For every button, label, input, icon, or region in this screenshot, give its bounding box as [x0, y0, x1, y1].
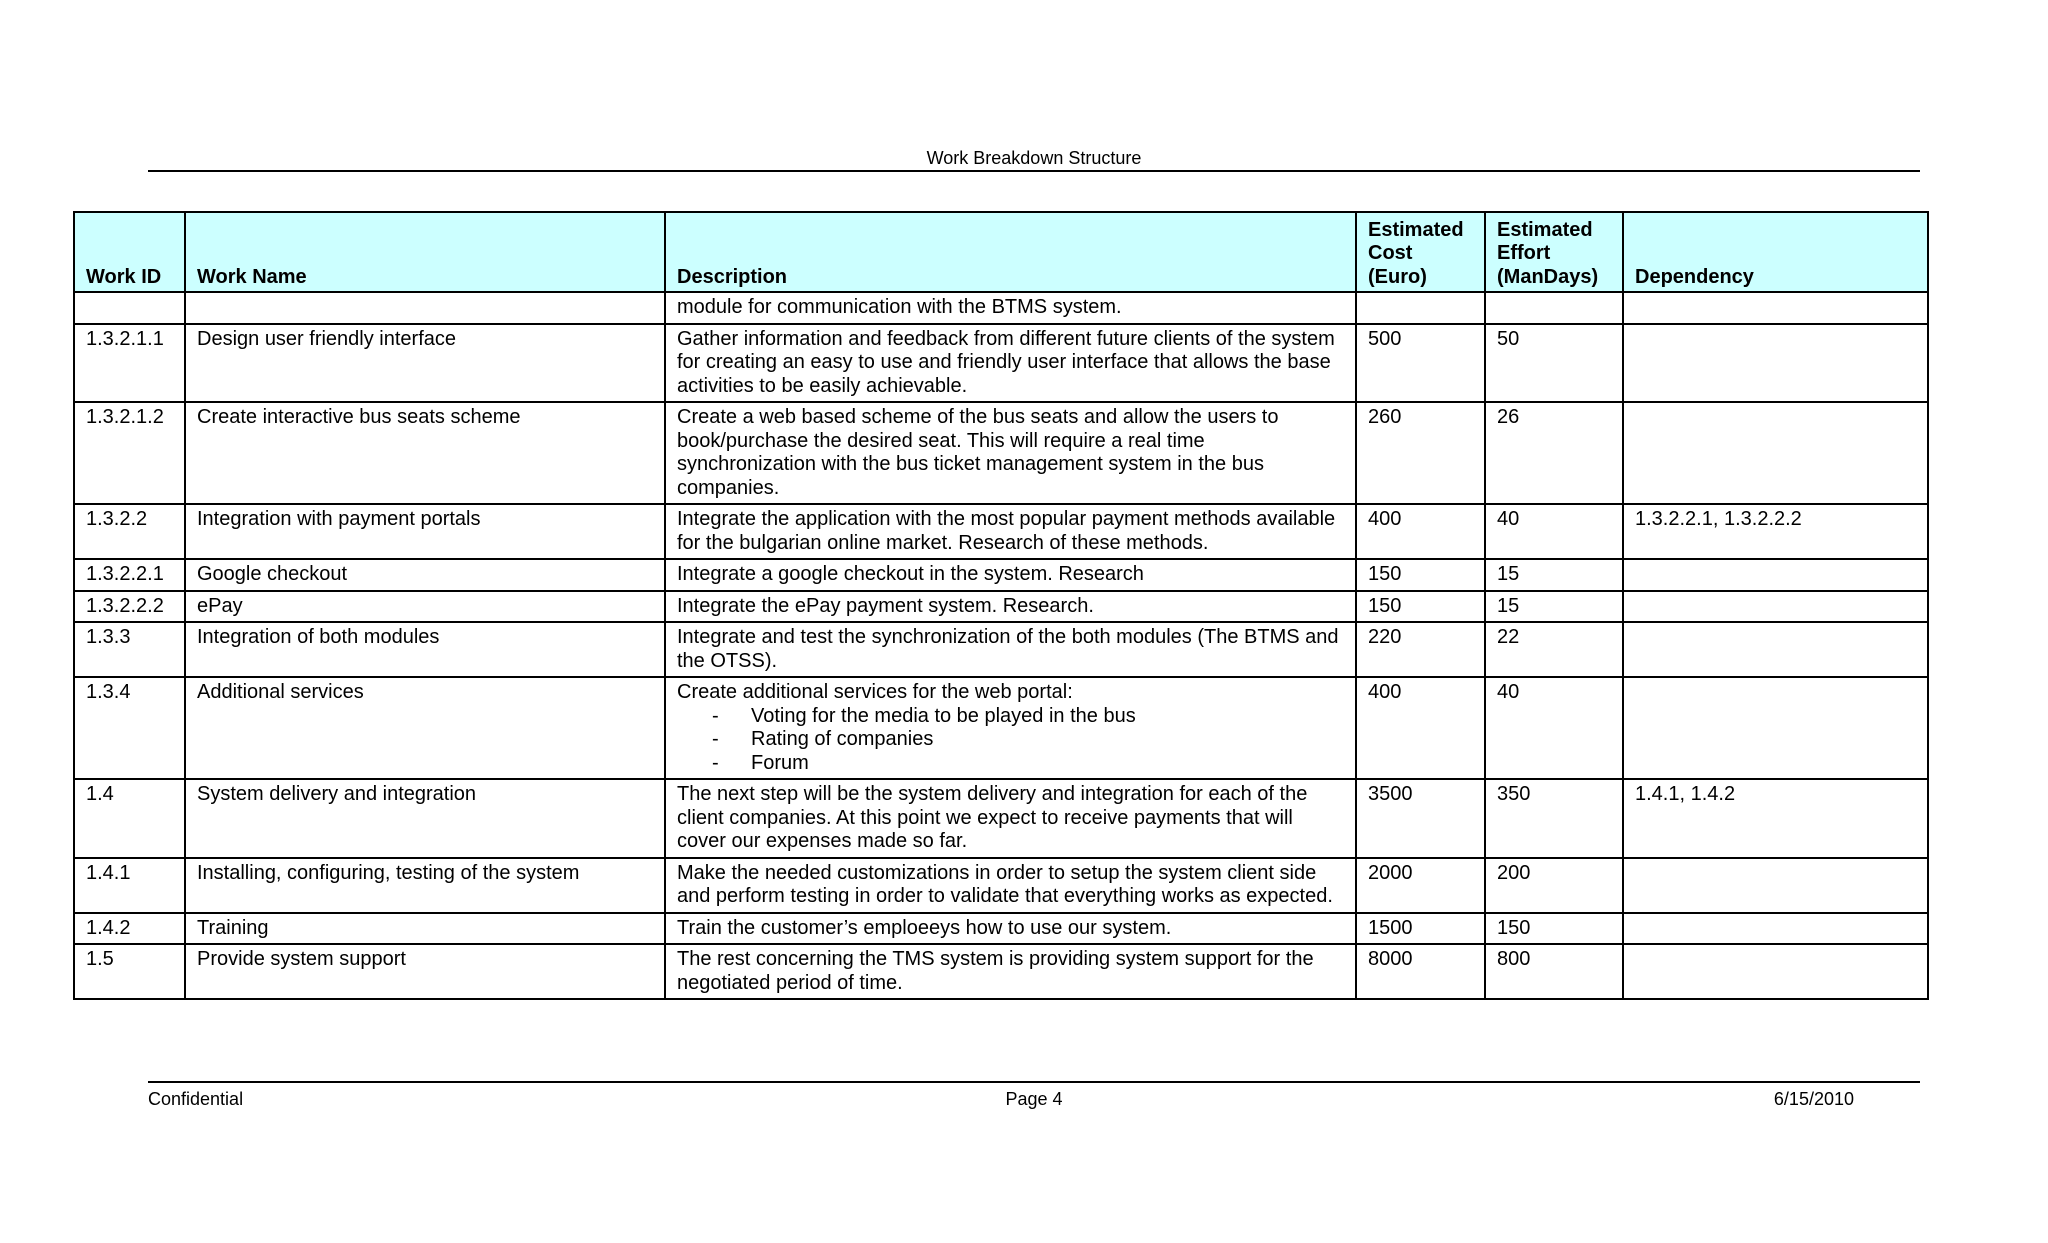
description-bullet-list	[677, 705, 1344, 776]
description-bullet-item	[712, 752, 1344, 776]
cell-dependency	[1623, 402, 1928, 504]
cell-estimated-effort	[1485, 292, 1623, 324]
cell-dependency	[1623, 677, 1928, 779]
cell-estimated-cost: 3500	[1356, 779, 1485, 858]
cell-estimated-effort: 26	[1485, 402, 1623, 504]
table-row	[74, 504, 1928, 559]
cell-description: The next step will be the system delivery and integration for each of the client companies. At this point we expect to receive payments that will cover our expenses made so far.	[665, 779, 1356, 858]
table-row	[74, 292, 1928, 324]
description-intro: Create additional services for the web portal:	[677, 681, 1073, 703]
table-row	[74, 622, 1928, 677]
footer-confidential: Confidential	[148, 1089, 244, 1109]
cell-estimated-cost: 220	[1356, 622, 1485, 677]
column-header-work-id: Work ID	[74, 212, 185, 292]
description-bullet-item	[712, 728, 1344, 752]
cell-estimated-effort: 150	[1485, 913, 1623, 945]
cell-estimated-cost: 500	[1356, 324, 1485, 403]
cell-dependency	[1623, 292, 1928, 324]
cell-work-name	[185, 292, 665, 324]
cell-estimated-cost: 150	[1356, 591, 1485, 623]
cell-work-id	[74, 292, 185, 324]
cell-description	[665, 677, 1356, 779]
cell-work-id: 1.4	[74, 779, 185, 858]
cell-estimated-cost: 2000	[1356, 858, 1485, 913]
table-row	[74, 324, 1928, 403]
column-header-estimated-cost: Estimated Cost (Euro)	[1356, 212, 1485, 292]
column-header-estimated-effort: Estimated Effort (ManDays)	[1485, 212, 1623, 292]
cell-description: module for communication with the BTMS system.	[665, 292, 1356, 324]
cell-estimated-effort: 15	[1485, 591, 1623, 623]
cell-work-id: 1.3.2.1.2	[74, 402, 185, 504]
cell-description: Train the customer’s emploeeys how to use our system.	[665, 913, 1356, 945]
cell-estimated-effort: 350	[1485, 779, 1623, 858]
dash-bullet-icon: -	[712, 704, 719, 727]
cell-estimated-cost: 150	[1356, 559, 1485, 591]
wbs-table	[73, 211, 1929, 1000]
cell-work-id: 1.3.2.2.1	[74, 559, 185, 591]
cell-estimated-effort: 40	[1485, 504, 1623, 559]
table-header-row	[74, 212, 1928, 292]
table-row	[74, 779, 1928, 858]
cell-dependency	[1623, 622, 1928, 677]
table-row	[74, 402, 1928, 504]
cell-estimated-cost: 260	[1356, 402, 1485, 504]
cell-dependency	[1623, 944, 1928, 999]
dash-bullet-icon: -	[712, 751, 719, 774]
description-bullet-text: Forum	[751, 751, 809, 774]
cell-estimated-cost: 1500	[1356, 913, 1485, 945]
cell-work-name: Design user friendly interface	[185, 324, 665, 403]
cell-dependency	[1623, 559, 1928, 591]
cell-estimated-cost	[1356, 292, 1485, 324]
cell-dependency: 1.4.1, 1.4.2	[1623, 779, 1928, 858]
page-header	[148, 148, 1920, 172]
table-row	[74, 559, 1928, 591]
description-bullet-item	[712, 705, 1344, 729]
table-row	[74, 591, 1928, 623]
cell-work-id: 1.3.2.2.2	[74, 591, 185, 623]
cell-work-name: Integration with payment portals	[185, 504, 665, 559]
cell-dependency	[1623, 858, 1928, 913]
column-header-dependency: Dependency	[1623, 212, 1928, 292]
cell-estimated-effort: 800	[1485, 944, 1623, 999]
cell-work-name: System delivery and integration	[185, 779, 665, 858]
cell-dependency	[1623, 913, 1928, 945]
description-bullet-text: Rating of companies	[751, 728, 934, 750]
cell-description: Make the needed customizations in order to setup the system client side and perform testing in order to validate that everything works as expected.	[665, 858, 1356, 913]
column-header-work-name: Work Name	[185, 212, 665, 292]
cell-estimated-cost: 400	[1356, 677, 1485, 779]
cell-work-name: Google checkout	[185, 559, 665, 591]
footer-page-number: Page 4	[1005, 1089, 1063, 1109]
cell-estimated-effort: 40	[1485, 677, 1623, 779]
cell-dependency	[1623, 324, 1928, 403]
table-row	[74, 677, 1928, 779]
footer-date: 6/15/2010	[1773, 1089, 1854, 1109]
cell-description: Integrate and test the synchronization of the both modules (The BTMS and the OTSS).	[665, 622, 1356, 677]
cell-dependency: 1.3.2.2.1, 1.3.2.2.2	[1623, 504, 1928, 559]
table-row	[74, 858, 1928, 913]
cell-work-name: Training	[185, 913, 665, 945]
table-row	[74, 913, 1928, 945]
column-header-description: Description	[665, 212, 1356, 292]
cell-work-id: 1.3.4	[74, 677, 185, 779]
cell-work-name: Additional services	[185, 677, 665, 779]
cell-work-id: 1.4.1	[74, 858, 185, 913]
dash-bullet-icon: -	[712, 728, 719, 750]
cell-work-id: 1.3.2.1.1	[74, 324, 185, 403]
cell-dependency	[1623, 591, 1928, 623]
cell-work-id: 1.3.3	[74, 622, 185, 677]
cell-work-name: Create interactive bus seats scheme	[185, 402, 665, 504]
page-header-title: Work Breakdown Structure	[926, 148, 1142, 168]
cell-description: Create a web based scheme of the bus seats and allow the users to book/purchase the desired seat. This will require a real time synchronization with the bus ticket management system in the bus companies.	[665, 402, 1356, 504]
cell-estimated-effort: 200	[1485, 858, 1623, 913]
cell-description: Integrate a google checkout in the system. Research	[665, 559, 1356, 591]
page-footer	[148, 1081, 1920, 1109]
cell-estimated-effort: 15	[1485, 559, 1623, 591]
cell-work-name: Integration of both modules	[185, 622, 665, 677]
cell-work-name: Installing, configuring, testing of the system	[185, 858, 665, 913]
table-body	[74, 292, 1928, 999]
cell-work-name: Provide system support	[185, 944, 665, 999]
cell-estimated-cost: 8000	[1356, 944, 1485, 999]
cell-work-id: 1.4.2	[74, 913, 185, 945]
cell-estimated-effort: 50	[1485, 324, 1623, 403]
description-bullet-text: Voting for the media to be played in the bus	[751, 704, 1136, 727]
table-row	[74, 944, 1928, 999]
cell-work-name: ePay	[185, 591, 665, 623]
cell-estimated-cost: 400	[1356, 504, 1485, 559]
cell-description: Integrate the ePay payment system. Research.	[665, 591, 1356, 623]
cell-work-id: 1.3.2.2	[74, 504, 185, 559]
cell-description: Gather information and feedback from different future clients of the system for creating an easy to use and friendly user interface that allows the base activities to be easily achievable.	[665, 324, 1356, 403]
cell-estimated-effort: 22	[1485, 622, 1623, 677]
cell-description: The rest concerning the TMS system is providing system support for the negotiated period of time.	[665, 944, 1356, 999]
cell-description: Integrate the application with the most popular payment methods available for the bulgarian online market. Research of these methods.	[665, 504, 1356, 559]
cell-work-id: 1.5	[74, 944, 185, 999]
